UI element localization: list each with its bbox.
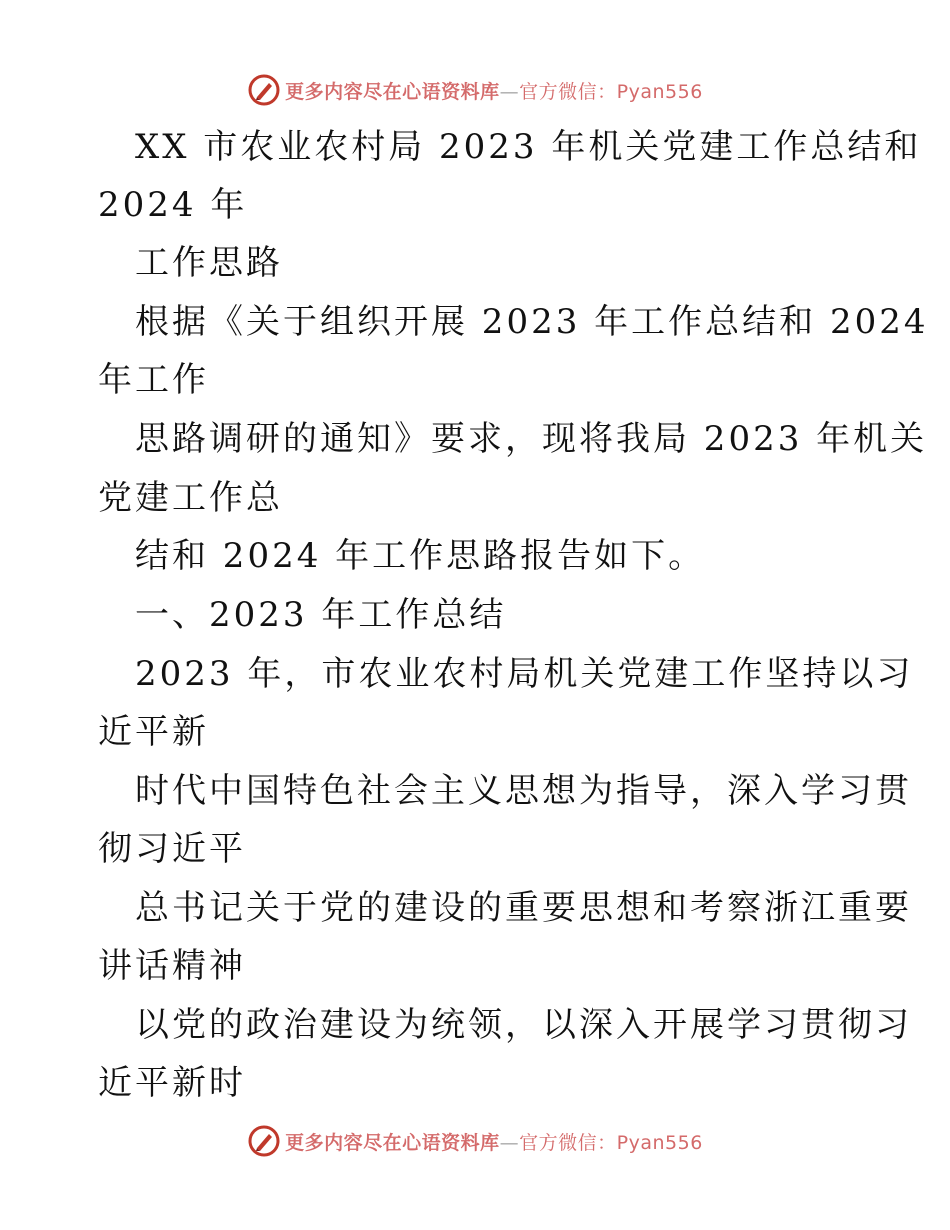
banner-dash: — (499, 80, 520, 103)
doc-line: 根据《关于组织开展 2023 年工作总结和 2024 (135, 302, 929, 342)
header-watermark-banner (0, 68, 950, 112)
banner-title: 更多内容尽在心语资料库 (285, 1131, 500, 1154)
doc-line: 彻习近平 (98, 829, 246, 869)
doc-line: 近平新时 (98, 1063, 246, 1103)
doc-line: 近平新 (98, 712, 209, 752)
doc-line: 2023 年，市农业农村局机关党建工作坚持以习 (135, 654, 914, 694)
banner-dash: — (499, 1131, 520, 1154)
pen-logo-icon (247, 73, 281, 107)
doc-line: 以党的政治建设为统领，以深入开展学习贯彻习 (135, 1005, 912, 1045)
pen-logo-icon (247, 1124, 281, 1158)
doc-line: 思路调研的通知》要求，现将我局 2023 年机关 (135, 419, 928, 459)
doc-line: 工作思路 (135, 243, 283, 283)
banner-wechat: 官方微信：Pyan556 (519, 1131, 703, 1154)
footer-watermark-banner (0, 1119, 950, 1163)
doc-line: 讲话精神 (98, 946, 246, 986)
doc-line: 结和 2024 年工作思路报告如下。 (135, 536, 706, 576)
banner-wechat: 官方微信：Pyan556 (519, 80, 703, 103)
doc-line: 总书记关于党的建设的重要思想和考察浙江重要 (135, 888, 912, 928)
doc-line: 2024 年 (98, 185, 248, 225)
doc-line: XX 市农业农村局 2023 年机关党建工作总结和 (135, 127, 922, 167)
banner-title: 更多内容尽在心语资料库 (285, 80, 500, 103)
doc-line: 时代中国特色社会主义思想为指导，深入学习贯 (135, 771, 912, 811)
doc-line: 一、2023 年工作总结 (135, 595, 507, 635)
doc-line: 党建工作总 (98, 478, 283, 518)
doc-line: 年工作 (98, 360, 209, 400)
